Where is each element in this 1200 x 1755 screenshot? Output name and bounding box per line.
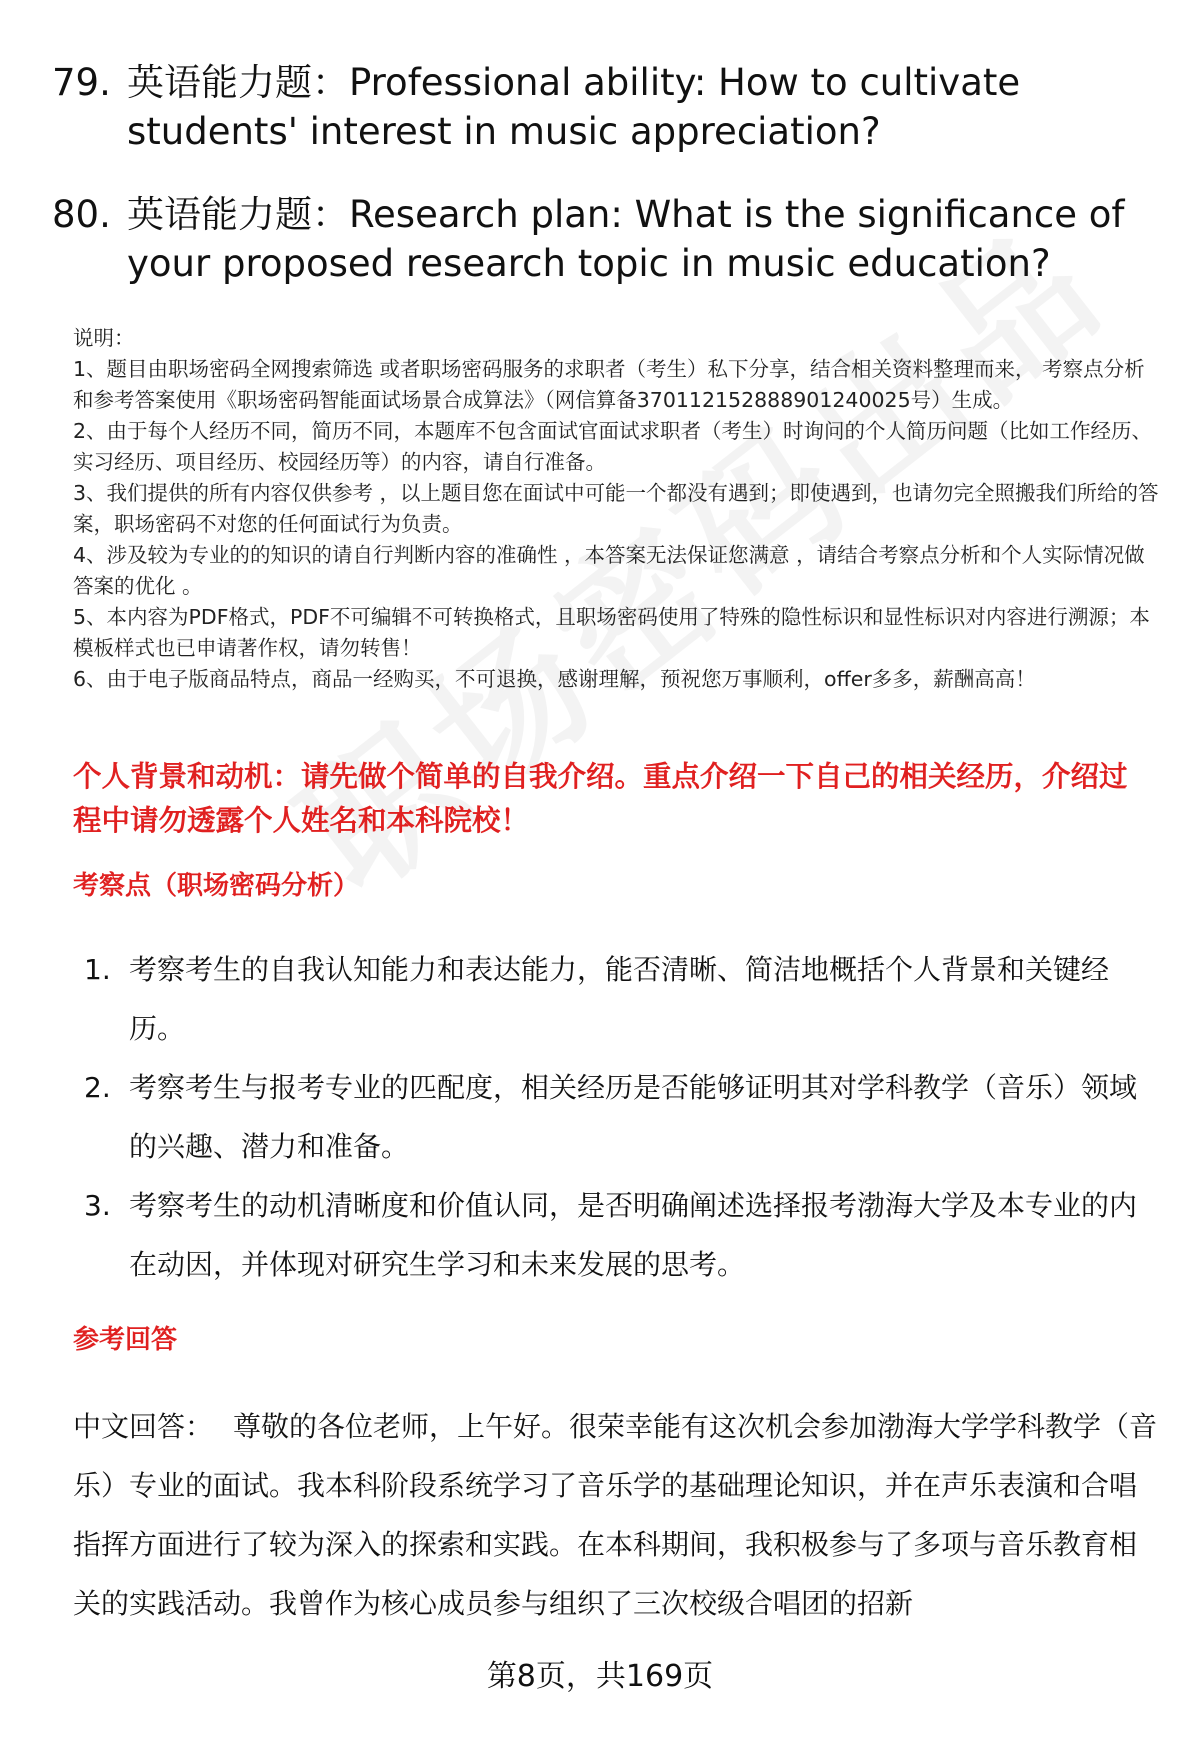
question-number: 80. <box>52 193 111 236</box>
reference-heading: 参考回答 <box>73 1325 178 1355</box>
answer-text: 尊敬的各位老师，上午好。很荣幸能有这次机会参加渤海大学学科教学（音乐）专业的面试。我本科阶段系统学习了音乐学的基础理论知识，并在声乐表演和合唱指挥方面进行了较为深入的探索和实践。在本科期间，我积极参与了多项与音乐教育相关的实践活动。我曾作为核心成员参与组织了三次校级合唱团的招新 <box>73 1410 1158 1620</box>
page-footer: 第8页，共169页 <box>486 1659 714 1694</box>
note-item: 3、我们提供的所有内容仅供参考 ，以上题目您在面试中可能一个都没有遇到；即使遇到，也请勿完全照搬我们所给的答案，职场密码不对您的任何面试行为负责。 <box>73 481 1159 536</box>
point-text: 考察考生的动机清晰度和价值认同，是否明确阐述选择报考渤海大学及本专业的内在动因，并体现对研究生学习和未来发展的思考。 <box>129 1189 1138 1281</box>
question-text: 英语能力题：Professional ability: How to cultivate students' interest in music appreciation? <box>127 61 1021 153</box>
point-number: 1. <box>84 953 111 986</box>
interview-question: 个人背景和动机：请先做个简单的自我介绍。重点介绍一下自己的相关经历，介绍过程中请勿透露个人姓名和本科院校！ <box>73 760 1128 837</box>
analysis-points <box>84 940 1164 1294</box>
notes-block <box>73 323 1163 695</box>
point-text: 考察考生的自我认知能力和表达能力，能否清晰、简洁地概括个人背景和关键经历。 <box>129 953 1110 1045</box>
note-item: 1、题目由职场密码全网搜索筛选 或者职场密码服务的求职者（考生）私下分享，结合相关资料整理而来， 考察点分析和参考答案使用《职场密码智能面试场景合成算法》（网信算备370112152888901240025号）生成。 <box>73 357 1145 412</box>
point-number: 2. <box>84 1071 111 1104</box>
question-list <box>52 58 1162 322</box>
note-item: 6、由于电子版商品特点，商品一经购买，不可退换，感谢理解，预祝您万事顺利，offer多多，薪酬高高！ <box>73 667 1036 691</box>
analysis-point <box>84 1176 1164 1294</box>
note-item: 5、本内容为PDF格式，PDF不可编辑不可转换格式，且职场密码使用了特殊的隐性标识和显性标识对内容进行溯源；本模板样式也已申请著作权，请勿转售！ <box>73 605 1150 660</box>
analysis-point <box>84 940 1164 1058</box>
point-text: 考察考生与报考专业的匹配度，相关经历是否能够证明其对学科教学（音乐）领域的兴趣、潜力和准备。 <box>129 1071 1138 1163</box>
analysis-point <box>84 1058 1164 1176</box>
question-item <box>52 190 1162 288</box>
question-item <box>52 58 1162 156</box>
notes-title: 说明： <box>73 326 135 350</box>
answer-label: 中文回答： <box>73 1410 214 1443</box>
point-number: 3. <box>84 1189 111 1222</box>
note-item: 4、涉及较为专业的的知识的请自行判断内容的准确性 ，本答案无法保证您满意 ，请结合考察点分析和个人实际情况做答案的优化 。 <box>73 543 1145 598</box>
question-text: 英语能力题：Research plan: What is the significance of your proposed research topic in music education? <box>127 193 1125 285</box>
analysis-heading: 考察点（职场密码分析） <box>73 871 360 901</box>
answer-paragraph <box>73 1397 1163 1633</box>
note-item: 2、由于每个人经历不同，简历不同，本题库不包含面试官面试求职者（考生）时询问的个人简历问题（比如工作经历、实习经历、项目经历、校园经历等）的内容，请自行准备。 <box>73 419 1153 474</box>
question-number: 79. <box>52 61 111 104</box>
